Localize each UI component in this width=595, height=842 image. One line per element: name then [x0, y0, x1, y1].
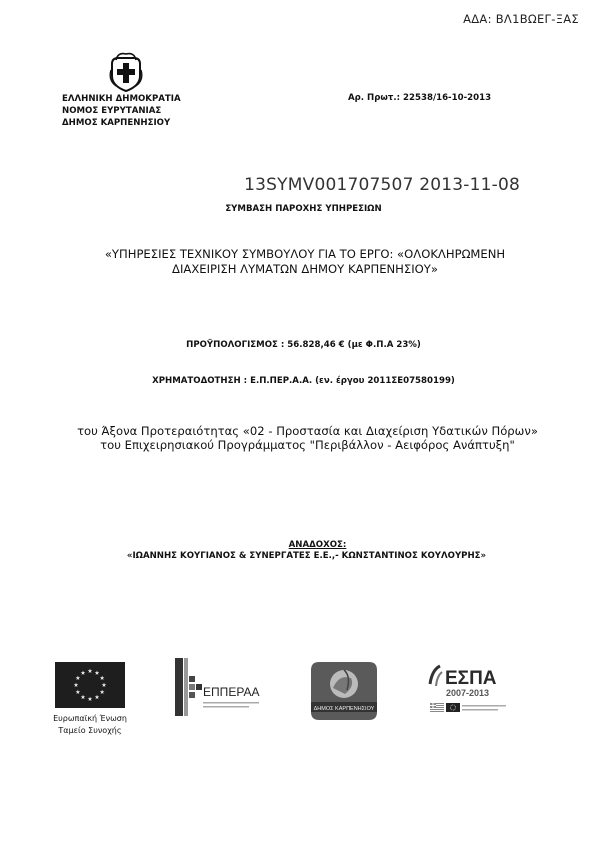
eu-logo-line-2: Ταμείο Συνοχής [58, 726, 122, 735]
issuer-municipality: ΔΗΜΟΣ ΚΑΡΠΕΝΗΣΙΟΥ [62, 118, 171, 128]
ada-code: ΑΔΑ: ΒΛ1ΒΩΕΓ-ΞΑΣ [463, 12, 579, 26]
municipality-logo [305, 660, 383, 722]
municipality-logo-text: ΔΗΜΟΣ ΚΑΡΠΕΝΗΣΙΟΥ [313, 706, 375, 712]
espa-logo-text: ΕΣΠΑ [445, 668, 497, 689]
epperaa-logo [175, 658, 265, 716]
espa-logo-years: 2007-2013 [446, 688, 490, 698]
epperaa-logo-text: ΕΠΠΕΡΑΑ [203, 685, 260, 699]
issuer-country: ΕΛΛΗΝΙΚΗ ΔΗΜΟΚΡΑΤΙΑ [62, 94, 181, 104]
greek-emblem-icon [108, 50, 144, 92]
espa-logo [428, 662, 510, 712]
issuer-prefecture: ΝΟΜΟΣ ΕΥΡΥΤΑΝΙΑΣ [62, 106, 162, 116]
eu-small-flag-icon [446, 703, 460, 712]
eu-flag-icon [55, 662, 125, 708]
funding: ΧΡΗΜΑΤΟΔΟΤΗΣΗ : Ε.Π.ΠΕΡ.Α.Α. (εν. έργου 2011ΣΕ07580199) [152, 376, 455, 386]
document-id: 13SYMV001707507 2013-11-08 [244, 175, 520, 195]
program-axis-line-1: του Άξονα Προτεραιότητας «02 - Προστασία και Διαχείριση Υδατικών Πόρων» [77, 424, 538, 438]
eu-logo-line-1: Ευρωπαϊκή Ένωση [53, 714, 127, 723]
contract-title-line-1: «ΥΠΗΡΕΣΙΕΣ ΤΕΧΝΙΚΟΥ ΣΥΜΒΟΥΛΟΥ ΓΙΑ ΤΟ ΕΡΓΟ: «ΟΛΟΚΛΗΡΩΜΕΝΗ [104, 247, 506, 261]
contract-type: ΣΥΜΒΑΣΗ ΠΑΡΟΧΗΣ ΥΠΗΡΕΣΙΩΝ [225, 204, 382, 214]
contract-title-line-2: ΔΙΑΧΕΙΡΙΣΗ ΛΥΜΑΤΩΝ ΔΗΜΟΥ ΚΑΡΠΕΝΗΣΙΟΥ» [172, 262, 438, 276]
protocol-number: Αρ. Πρωτ.: 22538/16-10-2013 [348, 93, 492, 103]
contractor-label: ΑΝΑΔΟΧΟΣ: [288, 540, 347, 550]
program-axis-line-2: του Επιχειρησιακού Προγράμματος "Περιβάλλον - Αειφόρος Ανάπτυξη" [100, 438, 515, 452]
contract-title [40, 247, 570, 277]
budget: ΠΡΟΫΠΟΛΟΓΙΣΜΟΣ : 56.828,46 € (με Φ.Π.Α 23%) [186, 340, 421, 350]
eu-logo-caption [45, 713, 135, 737]
issuer-block [62, 93, 181, 129]
greek-flag-icon [430, 703, 444, 712]
program-axis [20, 424, 595, 452]
contractor-name: «ΙΩΑΝΝΗΣ ΚΟΥΓΙΑΝΟΣ & ΣΥΝΕΡΓΑΤΕΣ Ε.Ε.,- ΚΩΝΣΤΑΝΤΙΝΟΣ ΚΟΥΛΟΥΡΗΣ» [126, 551, 487, 561]
